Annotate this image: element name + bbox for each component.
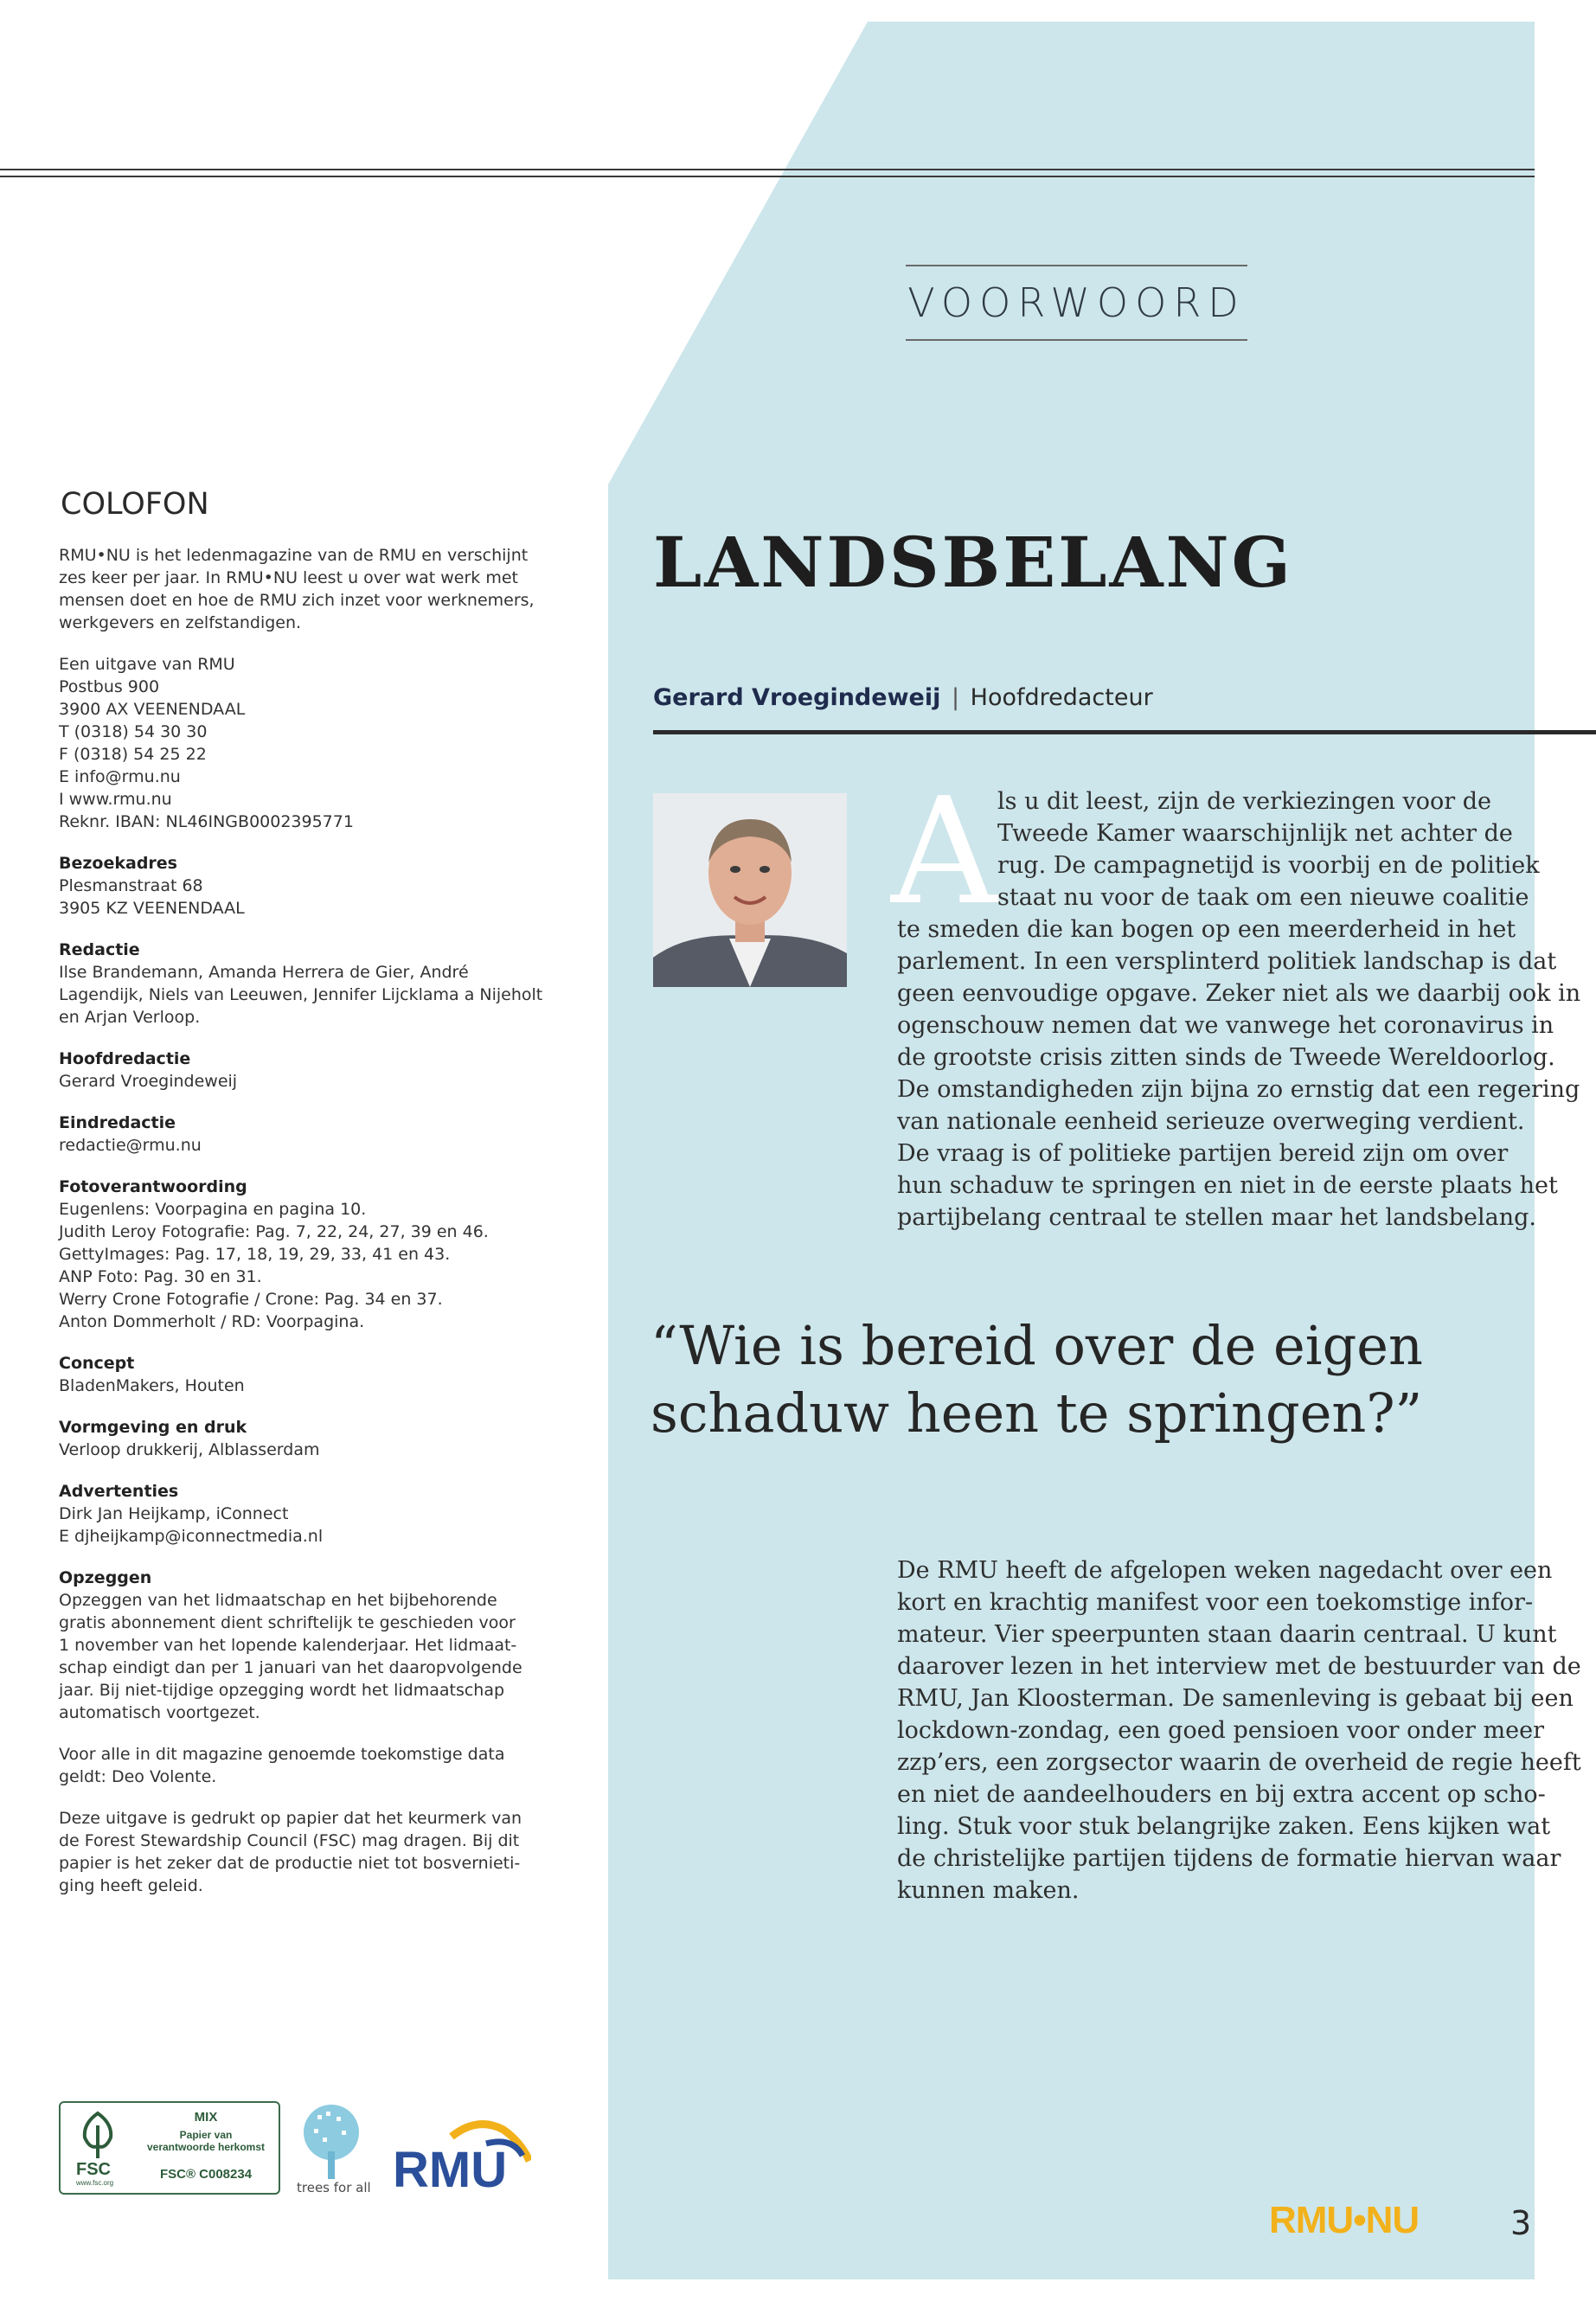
text-line: papier is het zeker dat de productie niet tot bosvernieti-	[59, 1854, 521, 1873]
text-line: De omstandigheden zijn bijna zo ernstig dat een regering	[897, 1076, 1580, 1103]
pull-quote	[651, 1312, 1423, 1447]
text-line: Een uitgave van RMU	[59, 655, 235, 674]
text-line: geen eenvoudige opgave. Zeker niet als we daarbij ook in	[897, 980, 1581, 1007]
author-photo	[653, 793, 847, 987]
colofon-label: Opzeggen	[59, 1568, 152, 1587]
byline-separator: |	[951, 684, 960, 711]
text-line: Opzeggen van het lidmaatschap en het bijbehorende	[59, 1591, 497, 1610]
text-line: ging heeft geleid.	[59, 1876, 203, 1895]
text-line: Anton Dommerholt / RD: Voorpagina.	[59, 1312, 365, 1331]
fsc-sub	[137, 2129, 275, 2153]
colofon-label: Eindredactie	[59, 1113, 176, 1132]
body-paragraph	[897, 1554, 1581, 1907]
colofon	[59, 487, 543, 1916]
top-rule	[0, 169, 1535, 170]
text-line: hun schaduw te springen en niet in de eerste plaats het	[897, 1172, 1558, 1199]
text-line: E info@rmu.nu	[59, 767, 181, 786]
text-line: schaduw heen te springen?”	[651, 1381, 1423, 1445]
text-line: I www.rmu.nu	[59, 790, 172, 809]
text-line: zes keer per jaar. In RMU•NU leest u over wat werk met	[59, 568, 518, 587]
text-line: ogenschouw nemen dat we vanwege het coronavirus in	[897, 1012, 1554, 1039]
fsc-logo	[59, 2101, 280, 2195]
text-line: E djheijkamp@iconnectmedia.nl	[59, 1527, 324, 1546]
text-line: kunnen maken.	[897, 1877, 1080, 1904]
text-line: automatisch voortgezet.	[59, 1703, 260, 1722]
text-line: Reknr. IBAN: NL46INGB0002395771	[59, 812, 354, 831]
colofon-label: Redactie	[59, 940, 140, 959]
text-line: Dirk Jan Heijkamp, iConnect	[59, 1504, 289, 1523]
colofon-block	[59, 1112, 543, 1157]
text-line: gratis abonnement dient schriftelijk te geschieden voor	[59, 1613, 516, 1632]
text-line: staat nu voor de taak om een nieuwe coalitie	[997, 884, 1529, 911]
text-line: Werry Crone Fotografie / Crone: Pag. 34 en 37.	[59, 1290, 443, 1309]
article-headline: LANDSBELANG	[653, 522, 1293, 603]
text-line: de christelijke partijen tijdens de formatie hiervan waar	[897, 1845, 1561, 1872]
text-line: Gerard Vroegindeweij	[59, 1072, 238, 1091]
text-line: Postbus 900	[59, 677, 160, 696]
text-line: rug. De campagnetijd is voorbij en de politiek	[997, 852, 1540, 879]
fsc-code: FSC® C008234	[159, 2167, 253, 2182]
colofon-block	[59, 1176, 543, 1333]
intro-paragraph	[897, 785, 1580, 1234]
colofon-block	[59, 1567, 543, 1724]
text-line: te smeden die kan bogen op een meerderheid in het	[897, 916, 1516, 943]
text-line: en Arjan Verloop.	[59, 1008, 201, 1027]
text-line: werkgevers en zelfstandigen.	[59, 613, 302, 632]
text-line: Tweede Kamer waarschijnlijk net achter de	[997, 820, 1513, 847]
text-line: daarover lezen in het interview met de bestuurder van de	[897, 1653, 1581, 1680]
fsc-sub-line: Papier van	[179, 2129, 233, 2141]
text-line: jaar. Bij niet-tijdige opzegging wordt het lidmaatschap	[59, 1681, 505, 1700]
author-name: Gerard Vroegindeweij	[653, 684, 941, 711]
text-line: Judith Leroy Fotografie: Pag. 7, 22, 24, 27, 39 en 46.	[59, 1222, 489, 1241]
colofon-label: Advertenties	[59, 1482, 179, 1501]
text-line: 3900 AX VEENENDAAL	[59, 700, 246, 719]
text-line: van nationale eenheid serieuze overweging verdient.	[897, 1108, 1525, 1135]
text-line: “Wie is bereid over de eigen	[651, 1314, 1423, 1377]
text-line: ling. Stuk voor stuk belangrijke zaken. Eens kijken wat	[897, 1813, 1551, 1840]
author-role: Hoofdredacteur	[970, 684, 1153, 711]
fsc-sub-line: verantwoorde herkomst	[146, 2141, 266, 2153]
top-rule	[0, 176, 1535, 177]
section-title: VOORWOORD	[906, 265, 1247, 341]
rmu-logo	[391, 2118, 531, 2194]
text-line: mateur. Vier speerpunten staan daarin centraal. U kunt	[897, 1621, 1557, 1648]
colofon-block	[59, 939, 543, 1029]
byline	[653, 684, 1153, 711]
text-line: Plesmanstraat 68	[59, 876, 203, 895]
text-line: T (0318) 54 30 30	[59, 722, 208, 741]
colofon-block	[59, 1352, 543, 1397]
fsc-web: www.fsc.org	[76, 2179, 114, 2187]
text-line: ls u dit leest, zijn de verkiezingen voor de	[997, 788, 1492, 815]
colofon-block	[59, 852, 543, 920]
text-line: lockdown-zondag, een goed pensioen voor onder meer	[897, 1717, 1545, 1744]
text-line: Voor alle in dit magazine genoemde toekomstige data	[59, 1745, 505, 1764]
colofon-block	[59, 653, 543, 833]
text-line: BladenMakers, Houten	[59, 1376, 245, 1395]
colofon-block	[59, 1743, 543, 1788]
colofon-label: Bezoekadres	[59, 854, 177, 873]
colofon-label: Vormgeving en druk	[59, 1418, 247, 1437]
text-line: De vraag is of politieke partijen bereid zijn om over	[897, 1140, 1509, 1167]
fsc-label: FSC	[76, 2160, 111, 2179]
text-line: RMU, Jan Kloosterman. De samenleving is gebaat bij een	[897, 1685, 1574, 1712]
text-line: redactie@rmu.nu	[59, 1136, 202, 1155]
text-line: kort en krachtig manifest voor een toekomstige infor-	[897, 1589, 1534, 1616]
text-line: de grootste crisis zitten sinds de Tweede Wereldoorlog.	[897, 1044, 1555, 1071]
rmu-logo-text: RMU	[393, 2142, 508, 2194]
text-line: 1 november van het lopende kalenderjaar. Het lidmaat-	[59, 1636, 517, 1655]
fsc-mix: MIX	[194, 2110, 218, 2125]
colofon-block	[59, 1416, 543, 1461]
text-line: Verloop drukkerij, Alblasserdam	[59, 1440, 320, 1459]
text-line: geldt: Deo Volente.	[59, 1767, 217, 1786]
colofon-block	[59, 544, 543, 634]
text-line: GettyImages: Pag. 17, 18, 19, 29, 33, 41 en 43.	[59, 1245, 451, 1264]
colofon-block	[59, 1480, 543, 1548]
trees-for-all-label: trees for all	[297, 2180, 371, 2195]
text-line: partijbelang centraal te stellen maar het landsbelang.	[897, 1204, 1536, 1231]
text-line: 3905 KZ VEENENDAAL	[59, 899, 245, 918]
text-line: en niet de aandeelhouders en bij extra accent op scho-	[897, 1781, 1546, 1808]
colofon-block	[59, 1048, 543, 1093]
colofon-block	[59, 1807, 543, 1897]
text-line: Eugenlens: Voorpagina en pagina 10.	[59, 1200, 367, 1219]
colofon-title: COLOFON	[61, 487, 209, 522]
colofon-label: Concept	[59, 1354, 135, 1373]
text-line: Deze uitgave is gedrukt op papier dat het keurmerk van	[59, 1809, 522, 1828]
drop-cap: A	[891, 766, 997, 938]
text-line: Lagendijk, Niels van Leeuwen, Jennifer Lijcklama a Nijeholt	[59, 985, 543, 1004]
page-number: 3	[1510, 2204, 1532, 2242]
text-line: parlement. In een versplinterd politiek landschap is dat	[897, 948, 1557, 975]
text-line: F (0318) 54 25 22	[59, 745, 207, 764]
text-line: de Forest Stewardship Council (FSC) mag dragen. Bij dit	[59, 1831, 520, 1850]
byline-rule	[653, 730, 1596, 734]
colofon-label: Fotoverantwoording	[59, 1177, 247, 1196]
text-line: Ilse Brandemann, Amanda Herrera de Gier, André	[59, 963, 469, 982]
text-line: De RMU heeft de afgelopen weken nagedacht over een	[897, 1557, 1553, 1584]
text-line: schap eindigt dan per 1 januari van het daaropvolgende	[59, 1658, 522, 1677]
colofon-label: Hoofdredactie	[59, 1049, 191, 1068]
text-line: zzp’ers, een zorgsector waarin de overheid de regie heeft	[897, 1749, 1581, 1776]
text-line: mensen doet en hoe de RMU zich inzet voor werknemers,	[59, 591, 535, 610]
text-line: RMU•NU is het ledenmagazine van de RMU en verschijnt	[59, 546, 529, 565]
text-line: ANP Foto: Pag. 30 en 31.	[59, 1267, 262, 1286]
footer-brand: RMU•NU	[1269, 2199, 1420, 2241]
